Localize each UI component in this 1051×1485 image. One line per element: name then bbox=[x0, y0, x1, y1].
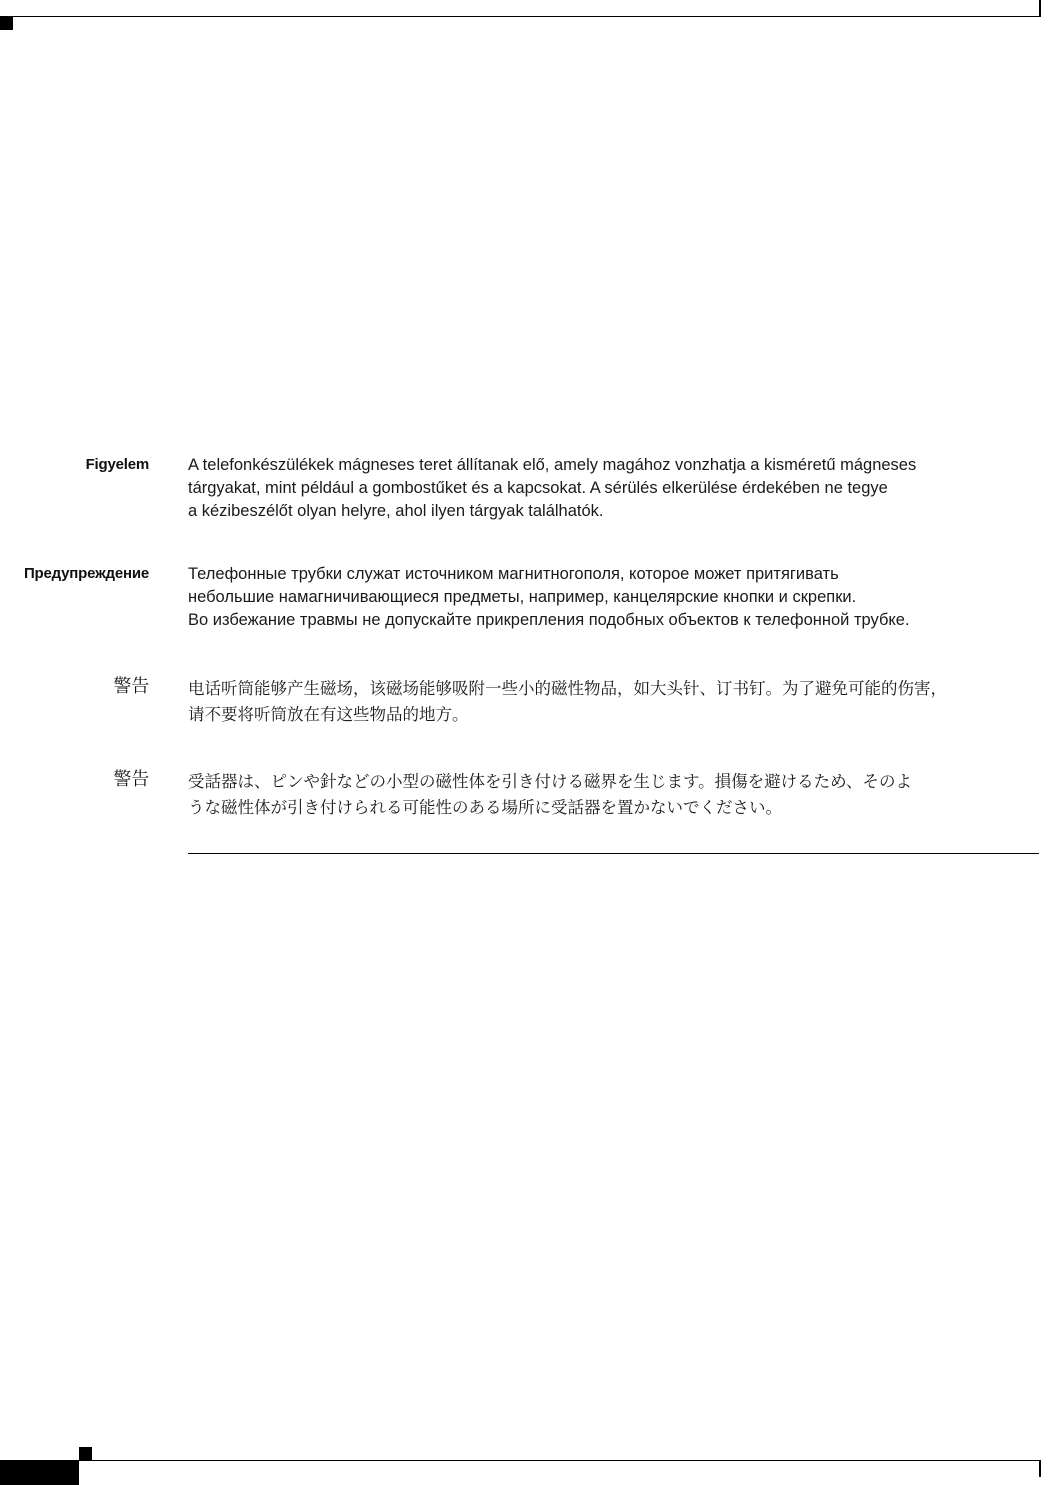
warning-text-line: Телефонные трубки служат источником магнитногополя, которое может притягивать bbox=[188, 565, 839, 583]
section-end-rule bbox=[188, 853, 1039, 854]
header-crop-marker bbox=[0, 17, 13, 30]
warning-text-line: Во избежание травмы не допускайте прикрепления подобных объектов к телефонной трубке. bbox=[188, 611, 910, 629]
warning-text-line: うな磁性体が引き付けられる可能性のある場所に受話器を置かないでください。 bbox=[188, 798, 782, 817]
footer-crop-marker bbox=[79, 1447, 92, 1460]
warning-text bbox=[188, 563, 1038, 632]
header-rule bbox=[0, 16, 1040, 17]
warning-text bbox=[188, 454, 1038, 523]
footer-rule-end-tick bbox=[1039, 1460, 1041, 1477]
warning-text-line: 受話器は、ピンや針などの小型の磁性体を引き付ける磁界を生じます。損傷を避けるため、そのよ bbox=[188, 772, 913, 791]
warning-text bbox=[188, 769, 1038, 821]
warning-text-line: tárgyakat, mint például a gombostűket és a kapcsokat. A sérülés elkerülése érdekében ne tegye bbox=[188, 479, 888, 497]
warning-label: 警告 bbox=[113, 769, 149, 790]
warning-text-line: небольшие намагничивающиеся предметы, например, канцелярские кнопки и скрепки. bbox=[188, 588, 857, 606]
warning-text bbox=[188, 676, 1038, 728]
warning-text-line: A telefonkészülékek mágneses teret állítanak elő, amely magához vonzhatja a kisméretű mágneses bbox=[188, 456, 917, 474]
warning-label: Предупреждение bbox=[23, 565, 149, 582]
warning-label: 警告 bbox=[113, 676, 149, 697]
warning-text-line: 请不要将听筒放在有这些物品的地方。 bbox=[188, 705, 469, 724]
footer-page-tab bbox=[0, 1460, 79, 1485]
warning-text-line: 电话听筒能够产生磁场，该磁场能够吸附一些小的磁性物品，如大头针、订书钉。为了避免可能的伤害， bbox=[188, 679, 947, 698]
footer-rule bbox=[79, 1460, 1041, 1461]
warning-text-line: a kézibeszélőt olyan helyre, ahol ilyen tárgyak találhatók. bbox=[188, 502, 604, 520]
warning-label: Figyelem bbox=[85, 456, 149, 473]
header-rule-end-tick bbox=[1039, 0, 1041, 17]
